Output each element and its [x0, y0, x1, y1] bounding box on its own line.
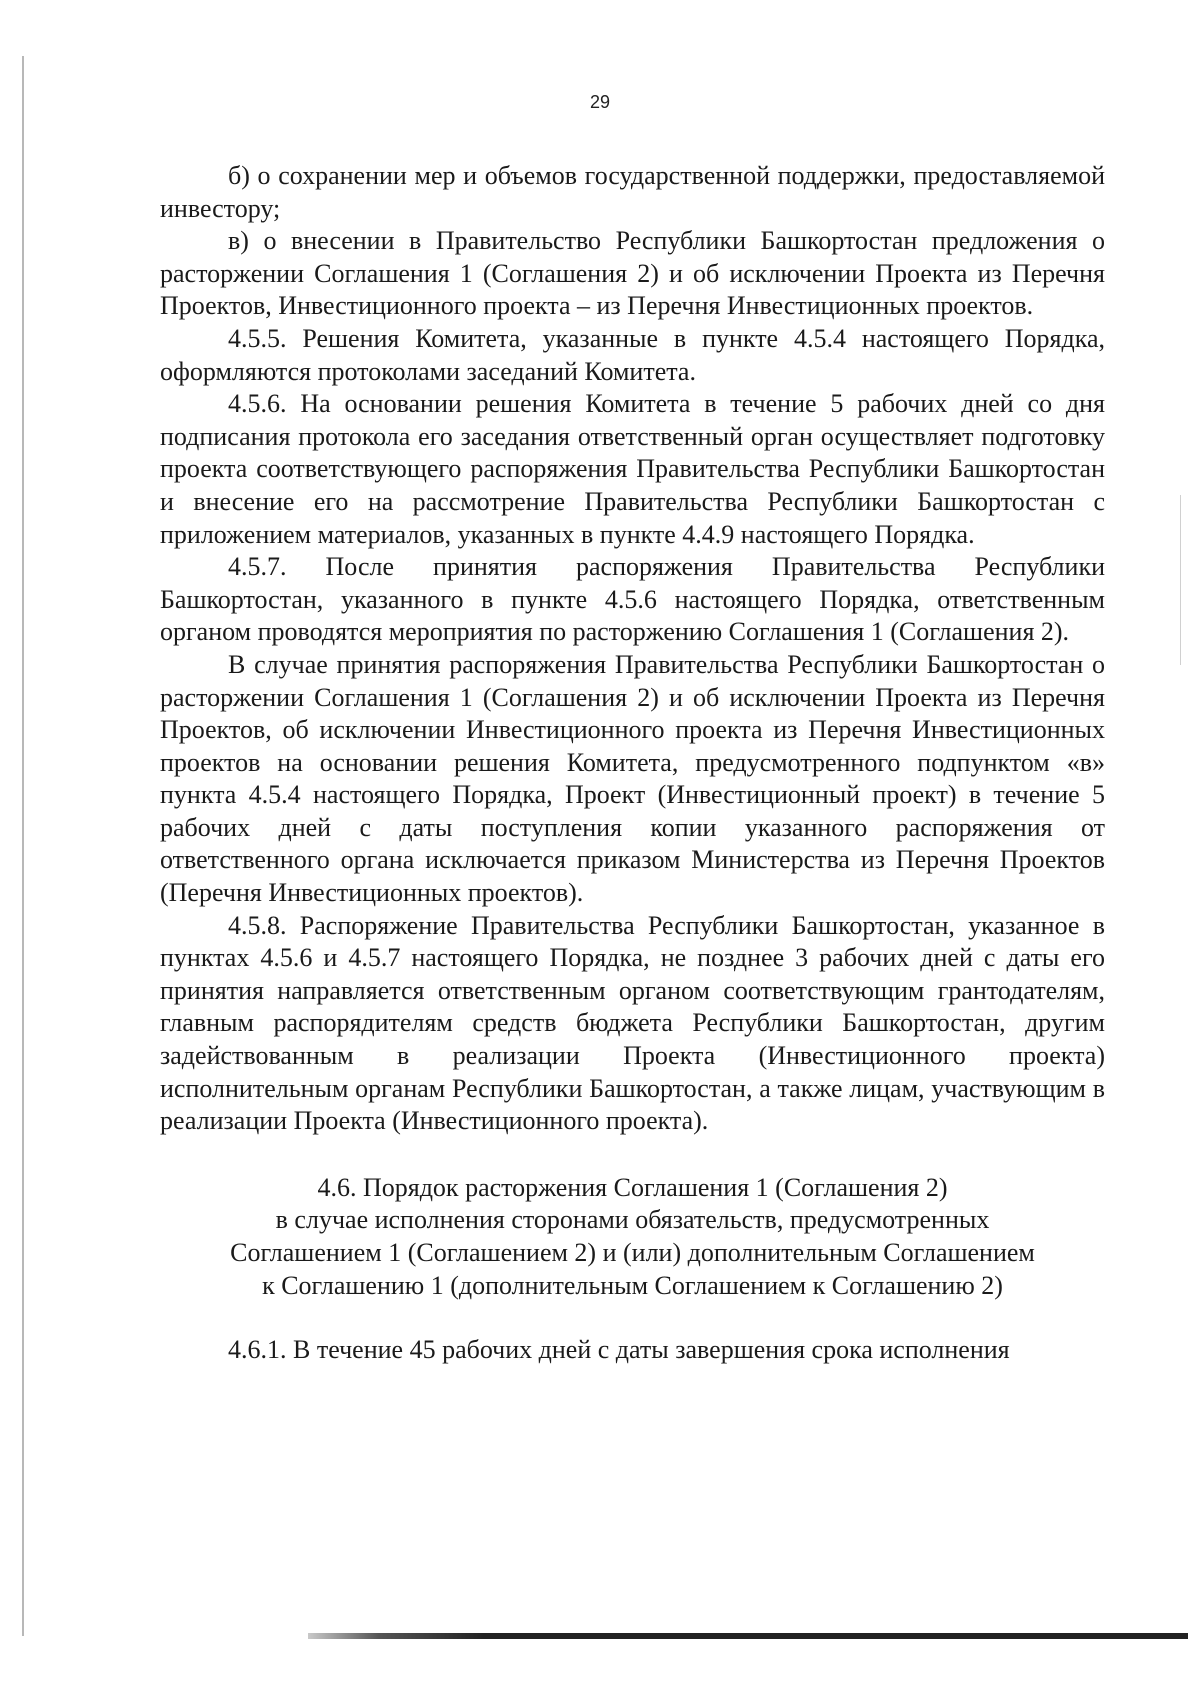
paragraph-exclusion: В случае принятия распоряжения Правительства Республики Башкортостан о расторжении Соглашения 1 (Соглашения 2) и об исключении Проекта из Перечня Проектов, об исключении Инвестиционного проекта из Перечня Инвестиционных проектов на основании решения Комитета, предусмотренного подпунктом «в» пункта 4.5.4 настоящего Порядка, Проект (Инвестиционный проект) в течение 5 рабочих дней с даты поступления копии указанного распоряжения от ответственного органа исключается приказом Министерства из Перечня Проектов (Перечня Инвестиционных проектов). [160, 649, 1105, 908]
paragraph-4-5-8: 4.5.8. Распоряжение Правительства Республики Башкортостан, указанное в пунктах 4.5.6 и 4.5.7 настоящего Порядка, не позднее 3 рабочих дней с даты его принятия направляется ответственным органом соответствующим грантодателям, главным распорядителям средств бюджета Республики Башкортостан, другим задействованным в реализации Проекта (Инвестиционного проекта) исполнительным органам Республики Башкортостан, а также лицам, участвующим в реализации Проекта (Инвестиционного проекта). [160, 910, 1105, 1136]
section-heading-4-6 [160, 1172, 1105, 1302]
paragraph-4-5-5: 4.5.5. Решения Комитета, указанные в пункте 4.5.4 настоящего Порядка, оформляются протоколами заседаний Комитета. [160, 323, 1105, 386]
heading-line: к Соглашению 1 (дополнительным Соглашением к Соглашению 2) [262, 1270, 1003, 1300]
document-body [160, 160, 1105, 1367]
paragraph-4-5-6: 4.5.6. На основании решения Комитета в течение 5 рабочих дней со дня подписания протокола его заседания ответственный орган осуществляет подготовку проекта соответствующего распоряжения Правительства Республики Башкортостан и внесение его на рассмотрение Правительства Республики Башкортостан с приложением материалов, указанных в пункте 4.4.9 настоящего Порядка. [160, 389, 1105, 549]
paragraph-4-5-7: 4.5.7. После принятия распоряжения Правительства Республики Башкортостан, указанного в пункте 4.5.6 настоящего Порядка, ответственным органом проводятся мероприятия по расторжению Соглашения 1 (Соглашения 2). [160, 552, 1105, 647]
paragraph-b: б) о сохранении мер и объемов государственной поддержки, предоставляемой инвестору; [160, 161, 1105, 223]
heading-line: 4.6. Порядок расторжения Соглашения 1 (Соглашения 2) [317, 1172, 948, 1202]
scan-edge-mark-right [1180, 495, 1181, 665]
paragraph-4-6-1: 4.6.1. В течение 45 рабочих дней с даты завершения срока исполнения [228, 1335, 1010, 1365]
scan-bottom-rule [308, 1633, 1188, 1639]
page-number: 29 [589, 92, 611, 112]
heading-line: Соглашением 1 (Соглашением 2) и (или) дополнительным Соглашением [230, 1238, 1035, 1267]
scan-edge-mark [22, 56, 24, 1636]
paragraph-v: в) о внесении в Правительство Республики Башкортостан предложения о расторжении Соглашения 1 (Соглашения 2) и об исключении Проекта из Перечня Проектов, Инвестиционного проекта – из Перечня Инвестиционных проектов. [160, 226, 1105, 321]
heading-line: в случае исполнения сторонами обязательств, предусмотренных [275, 1205, 990, 1235]
